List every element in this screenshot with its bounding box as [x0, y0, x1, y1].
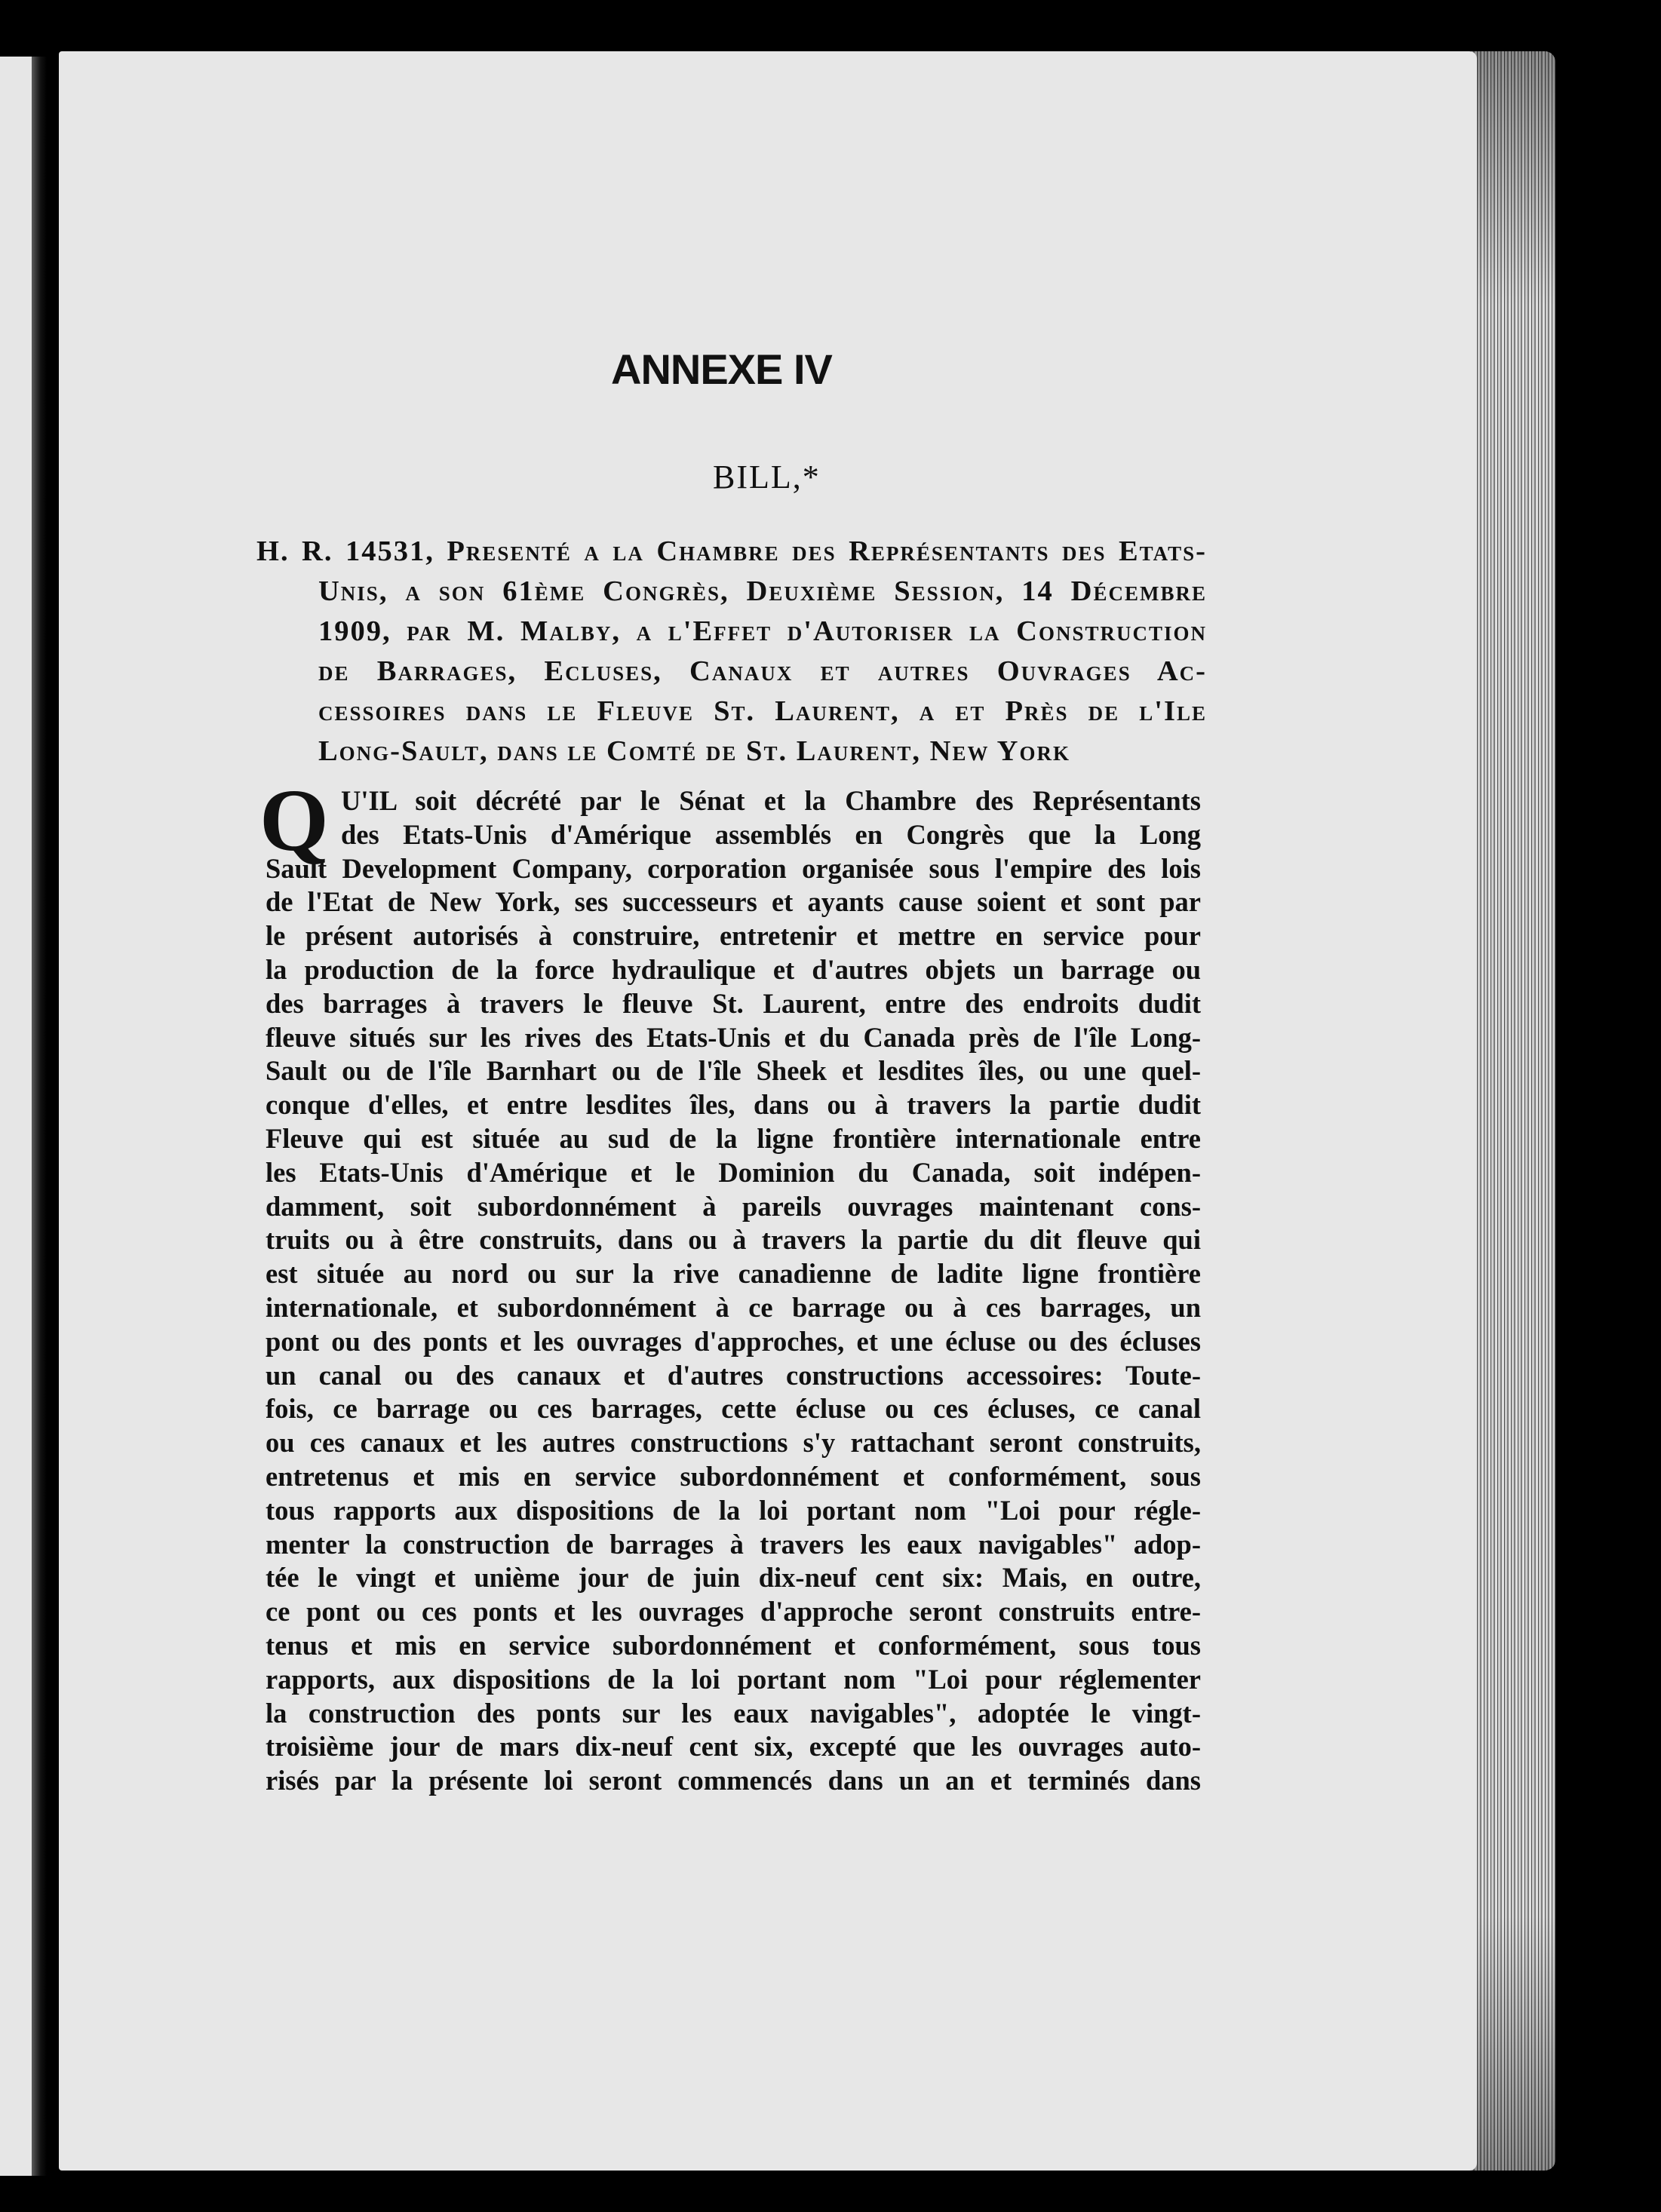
body-line: Sault Development Company, corporation organisée sous l'empire des lois	[266, 852, 1201, 884]
body-line: la construction des ponts sur les eaux navigables", adoptée le vingt-	[266, 1697, 1201, 1729]
body-line: entretenus et mis en service subordonnément et conformément, sous	[266, 1460, 1201, 1492]
body-line: fois, ce barrage ou ces barrages, cette écluse ou ces écluses, ce canal	[266, 1393, 1201, 1425]
page-stack-shadow	[1471, 51, 1555, 2171]
body-line: tenus et mis en service subordonnément et conformément, sous tous	[266, 1629, 1201, 1661]
heading-line: Unis, a son 61ème Congrès, Deuxième Session, 14 Décembre	[318, 575, 1207, 607]
heading-line: 1909, par M. Malby, a l'Effet d'Autoriser la Construction	[318, 615, 1207, 647]
annex-title: ANNEXE IV	[611, 345, 832, 393]
bill-heading	[256, 532, 1207, 772]
body-line: internationale, et subordonnément à ce barrage ou à ces barrages, un	[266, 1291, 1201, 1323]
body-line: des barrages à travers le fleuve St. Laurent, entre des endroits dudit	[266, 987, 1201, 1019]
body-line: Fleuve qui est située au sud de la ligne frontière internationale entre	[266, 1122, 1201, 1154]
body-line: les Etats-Unis d'Amérique et le Dominion du Canada, soit indépen-	[266, 1156, 1201, 1188]
book-gutter	[32, 57, 47, 2176]
body-line: tée le vingt et unième jour de juin dix-neuf cent six: Mais, en outre,	[266, 1562, 1201, 1594]
left-page-sliver	[0, 57, 32, 2176]
body-line: U'IL soit décrété par le Sénat et la Chambre des Représentants	[341, 785, 1201, 816]
body-line: risés par la présente loi seront commencés dans un an et terminés dans	[266, 1765, 1201, 1796]
body-line: la production de la force hydraulique et d'autres objets un barrage ou	[266, 953, 1201, 985]
body-line: damment, soit subordonnément à pareils ouvrages maintenant cons-	[266, 1190, 1201, 1222]
body-line: des Etats-Unis d'Amérique assemblés en Congrès que la Long	[341, 818, 1201, 850]
body-line: pont ou des ponts et les ouvrages d'approches, et une écluse ou des écluses	[266, 1325, 1201, 1357]
heading-line: cessoires dans le Fleuve St. Laurent, a et Près de l'Ile	[318, 695, 1207, 727]
body-line: truits ou à être construits, dans ou à travers la partie du dit fleuve qui	[266, 1224, 1201, 1256]
heading-line: de Barrages, Ecluses, Canaux et autres Ouvrages Ac-	[318, 655, 1207, 687]
body-line: tous rapports aux dispositions de la loi portant nom "Loi pour régle-	[266, 1494, 1201, 1526]
drop-cap-letter: Q	[259, 771, 329, 870]
body-line: de l'Etat de New York, ses successeurs et ayants cause soient et sont par	[266, 886, 1201, 918]
body-line: fleuve situés sur les rives des Etats-Unis et du Canada près de l'île Long-	[266, 1021, 1201, 1053]
body-line: un canal ou des canaux et d'autres constructions accessoires: Toute-	[266, 1359, 1201, 1391]
body-line: ou ces canaux et les autres constructions s'y rattachant seront construits,	[266, 1427, 1201, 1459]
body-line: menter la construction de barrages à travers les eaux navigables" adop-	[266, 1528, 1201, 1560]
body-line: conque d'elles, et entre lesdites îles, dans ou à travers la partie dudit	[266, 1089, 1201, 1121]
heading-line: H. R. 14531, Presenté a la Chambre des Représentants des Etats-	[256, 535, 1207, 567]
body-line: troisième jour de mars dix-neuf cent six, excepté que les ouvrages auto-	[266, 1731, 1201, 1763]
body-line: est située au nord ou sur la rive canadienne de ladite ligne frontière	[266, 1258, 1201, 1290]
body-line: le présent autorisés à construire, entretenir et mettre en service pour	[266, 920, 1201, 952]
body-line: ce pont ou ces ponts et les ouvrages d'approche seront construits entre-	[266, 1596, 1201, 1628]
bill-body-text	[266, 784, 1201, 1798]
body-line: Sault ou de l'île Barnhart ou de l'île Sheek et lesdites îles, ou une quel-	[266, 1055, 1201, 1087]
bill-subtitle: BILL,*	[713, 459, 821, 495]
heading-line: Long-Sault, dans le Comté de St. Laurent, New York	[318, 735, 1070, 767]
body-line: rapports, aux dispositions de la loi portant nom "Loi pour réglementer	[266, 1663, 1201, 1695]
